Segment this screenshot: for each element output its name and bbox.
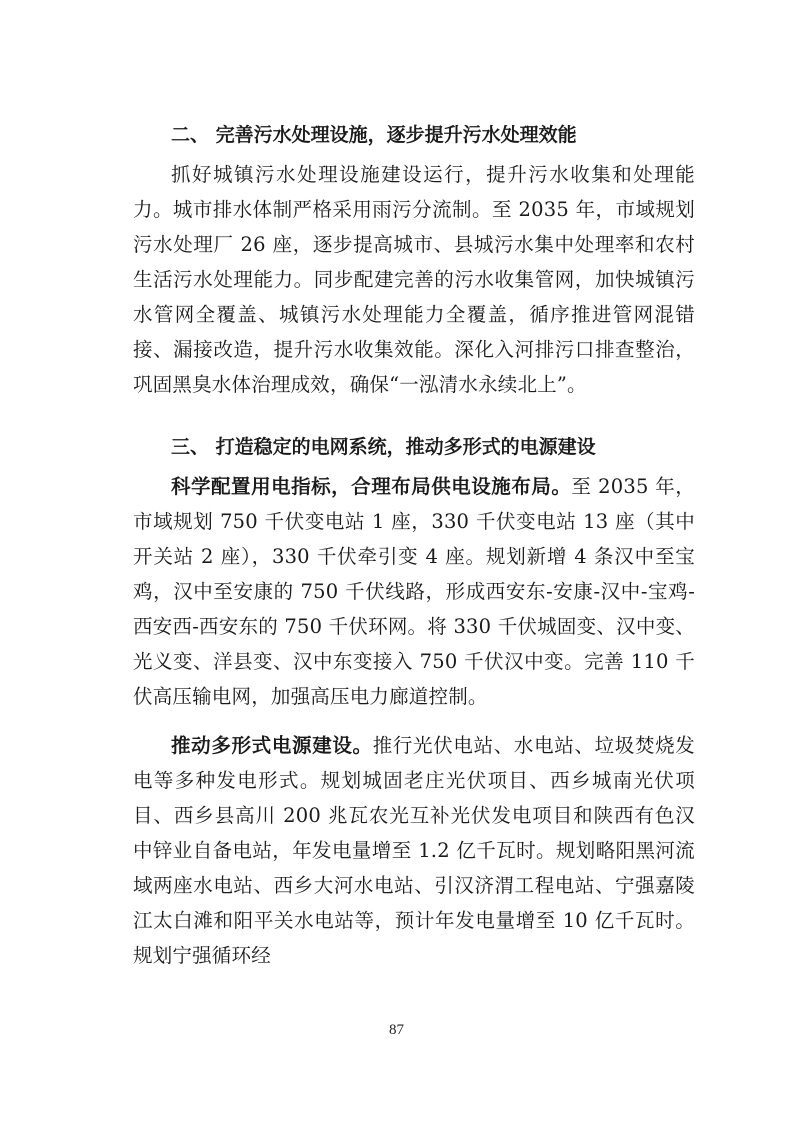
paragraph-body-power-sources: 推行光伏电站、水电站、垃圾焚烧发电等多种发电形式。规划城固老庄光伏项目、西乡城南光伏项目、西乡县高川 200 兆瓦农光互补光伏发电项目和陕西有色汉中锌业自备电站，年发电量增至 1.2 亿千瓦时。规划略阳黑河流域两座水电站、西乡大河水电站、引汉济渭工程电站、宁强嘉陵江太白滩和阳平关水电站等，预计年发电量增至 10 亿千瓦时。规划宁强循环经 — [133, 734, 695, 967]
paragraph-lead-power-facilities: 科学配置用电指标，合理布局供电设施布局。 — [171, 475, 572, 498]
page-number: 87 — [389, 1022, 404, 1038]
section-heading-sewage: 二、 完善污水处理设施，逐步提升污水处理效能 — [171, 124, 577, 146]
page-content — [133, 118, 695, 973]
paragraph-lead-power-sources: 推动多形式电源建设。 — [171, 734, 373, 757]
paragraph-body-power-facilities: 至 2035 年，市域规划 750 千伏变电站 1 座，330 千伏变电站 13 座（其中开关站 2 座），330 千伏牵引变 4 座。规划新增 4 条汉中至宝鸡，汉中至安康的 750 千伏线路，形成西安东-安康-汉中-宝鸡-西安西-西安东的 750 千伏环网。将 330 千伏城固变、汉中变、光义变、洋县变、汉中东变接入 750 千伏汉中变。完善 110 千伏高压输电网，加强高压电力廊道控制。 — [133, 475, 695, 708]
paragraph-power-sources — [133, 728, 695, 973]
paragraph-sewage: 抓好城镇污水处理设施建设运行，提升污水收集和处理能力。城市排水体制严格采用雨污分流制。至 2035 年，市域规划污水处理厂 26 座，逐步提高城市、县城污水集中处理率和农村生活污水处理能力。同步配建完善的污水收集管网，加快城镇污水管网全覆盖、城镇污水处理能力全覆盖，循序推进管网混错接、漏接改造，提升污水收集效能。深化入河排污口排查整治，巩固黑臭水体治理成效，确保“一泓清水永续北上”。 — [133, 163, 695, 396]
section-heading-power-grid: 三、 打造稳定的电网系统，推动多形式的电源建设 — [171, 436, 596, 458]
paragraph-power-facilities — [133, 469, 695, 714]
